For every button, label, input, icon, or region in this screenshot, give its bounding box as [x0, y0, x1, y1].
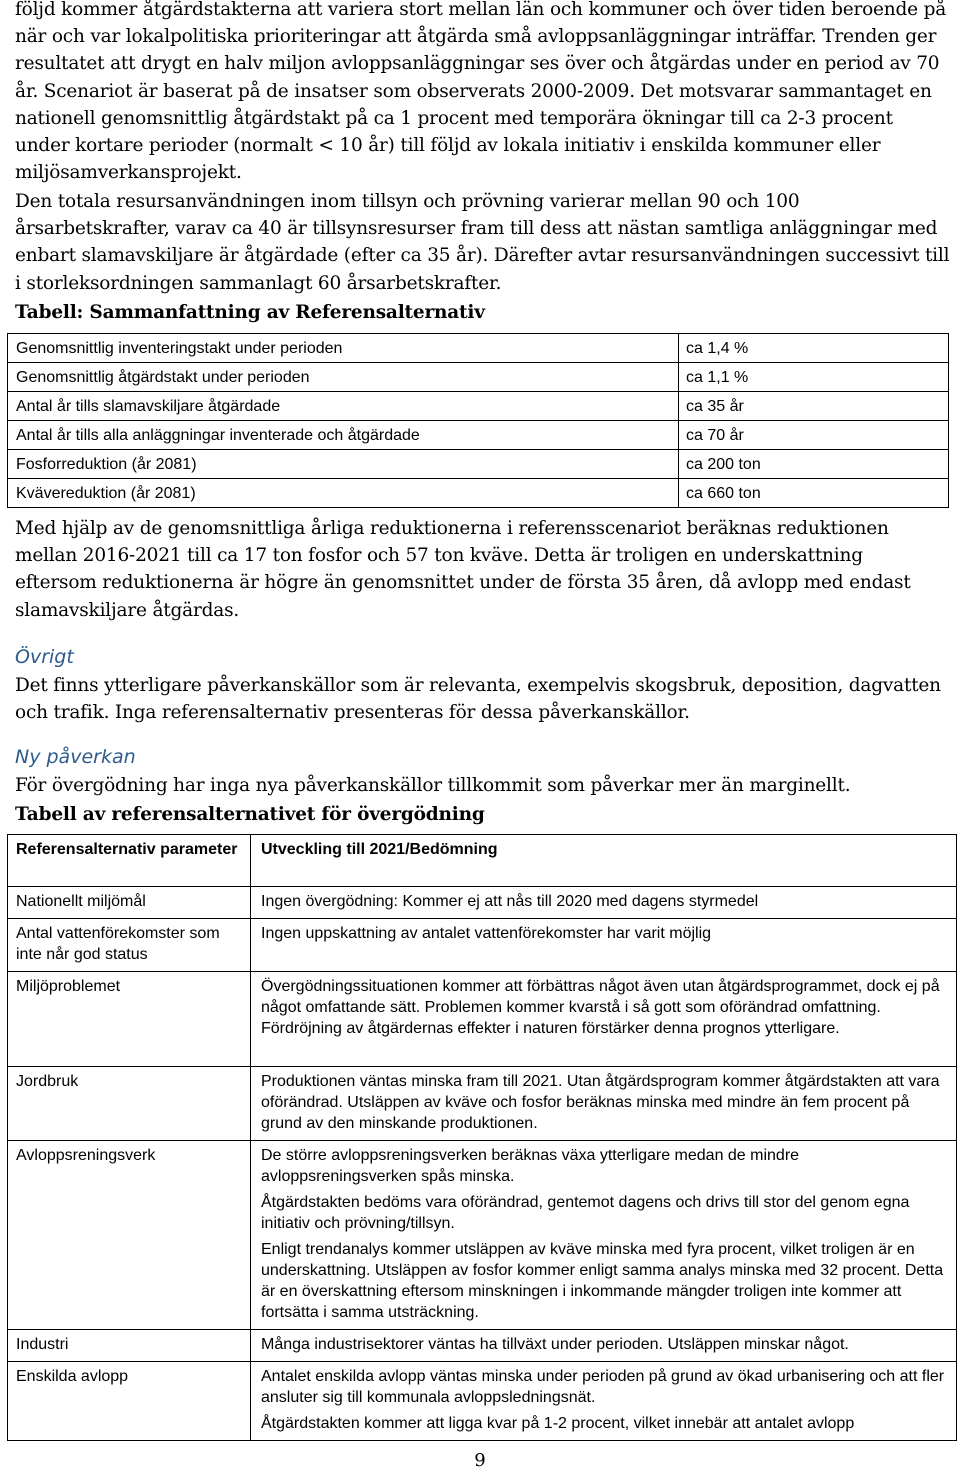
- table-cell-value: ca 70 år: [679, 421, 949, 450]
- page-number: 9: [474, 1450, 486, 1471]
- table-cell-label: Genomsnittlig inventeringstakt under perioden: [8, 334, 679, 363]
- table-row: [8, 1141, 957, 1330]
- ny-paverkan-heading: Ny påverkan: [15, 746, 136, 768]
- table-cell-label: Enskilda avlopp: [8, 1362, 251, 1441]
- table-row: [8, 972, 957, 1067]
- table-cell-value: Ingen uppskattning av antalet vattenförekomster har varit möjlig: [251, 919, 957, 972]
- table-cell-label: Miljöproblemet: [8, 972, 251, 1067]
- table-cell-paragraph: Antalet enskilda avlopp väntas minska under perioden på grund av ökad urbanisering och att fler ansluter sig till kommunala avloppsledningsnät.: [261, 1368, 945, 1406]
- table-row: [8, 1067, 957, 1141]
- table-row: [8, 1362, 957, 1441]
- table-cell-value: Övergödningssituationen kommer att förbättras något även utan åtgärdsprogrammet, dock ej på något omfattande sätt. Problemen kommer kvarstå i så gott som oförändrad omfattning. Fördröjning av åtgärdernas effekter i naturen förstärker denna prognos ytterligare.: [251, 972, 957, 1067]
- table-row: [8, 450, 949, 479]
- table-cell-label: Kvävereduktion (år 2081): [8, 479, 679, 508]
- table-cell-value: ca 660 ton: [679, 479, 949, 508]
- table-cell-label: Antal år tills alla anläggningar inventerade och åtgärdade: [8, 421, 679, 450]
- table2-title: Tabell av referensalternativet för övergödning: [15, 804, 485, 825]
- intro-paragraph-1: följd kommer åtgärdstakterna att variera stort mellan län och kommuner och över tiden beroende på när och var lokalpolitiska prioriteringar att åtgärda små avloppsanläggningar inträffar. Trenden ger resultatet att drygt en halv miljon avloppsanläggningar ses över och åtgärdas under en period av 70 år. Scenariot är baserat på de insatser som observerats 2000-2009. Det motsvarar sammantaget en nationell genomsnittlig åtgärdstakt på ca 1 procent med temporära ökningar till ca 2-3 procent under kortare perioder (normalt < 10 år) till följd av lokala initiativ i enskilda kommuner eller miljösamverkansprojekt.: [15, 0, 947, 184]
- table-row: [8, 363, 949, 392]
- table-cell-value: Ingen övergödning: Kommer ej att nås till 2020 med dagens styrmedel: [251, 887, 957, 919]
- summary-table: [7, 333, 949, 508]
- table-cell-label: Fosforreduktion (år 2081): [8, 450, 679, 479]
- table-row: [8, 479, 949, 508]
- table-row: [8, 919, 957, 972]
- table-cell-value: ca 200 ton: [679, 450, 949, 479]
- table-row: [8, 334, 949, 363]
- table-cell-label: Industri: [8, 1330, 251, 1362]
- table-cell-value: [251, 1362, 957, 1441]
- table-cell-value: Många industrisektorer väntas ha tillväxt under perioden. Utsläppen minskar något.: [251, 1330, 957, 1362]
- table-cell-paragraph: Enligt trendanalys kommer utsläppen av kväve minska med fyra procent, vilket troligen är en underskattning. Utsläppen av fosfor kommer enligt samma analys minska med 32 procent. Detta är en överskattning eftersom minskningen i inkommande mängder troligen inte kommer att fortsätta i samma utsträckning.: [261, 1241, 944, 1321]
- table-cell-label: Avloppsreningsverk: [8, 1141, 251, 1330]
- intro-paragraph-2: Den totala resursanvändningen inom tillsyn och prövning varierar mellan 90 och 100 årsarbetskrafter, varav ca 40 är tillsynsresurser fram till dess att nästan samtliga anläggningar med enbart slamavskiljare är åtgärdade (efter ca 35 år). Därefter avtar resursanvändningen successivt till i storleksordningen sammanlagt 60 årsarbetskrafter.: [15, 191, 950, 294]
- table-cell-value: [251, 1141, 957, 1330]
- table-cell-label: Antal vattenförekomster som inte når god status: [8, 919, 251, 972]
- ny-paverkan-paragraph: För övergödning har inga nya påverkanskällor tillkommit som påverkar mer än marginellt.: [15, 775, 851, 796]
- table-row: [8, 392, 949, 421]
- ovrigt-heading: Övrigt: [15, 646, 74, 668]
- table-cell-label: Genomsnittlig åtgärdstakt under perioden: [8, 363, 679, 392]
- reference-table: [7, 834, 957, 1441]
- table-cell-value: ca 1,4 %: [679, 334, 949, 363]
- table1-title: Tabell: Sammanfattning av Referensalternativ: [15, 302, 485, 323]
- table-cell-paragraph: Åtgärdstakten kommer att ligga kvar på 1-2 procent, vilket innebär att antalet avlopp: [261, 1415, 855, 1432]
- table-row: [8, 421, 949, 450]
- table-cell-value: ca 35 år: [679, 392, 949, 421]
- column-header-parameter: Referensalternativ parameter: [8, 835, 251, 887]
- table-cell-label: Antal år tills slamavskiljare åtgärdade: [8, 392, 679, 421]
- table-row: [8, 1330, 957, 1362]
- table-cell-label: Jordbruk: [8, 1067, 251, 1141]
- table-row: [8, 887, 957, 919]
- table-cell-paragraph: Åtgärdstakten bedöms vara oförändrad, gentemot dagens och drivs till stor del genom egna initiativ och prövning/tillsyn.: [261, 1194, 910, 1232]
- reduction-paragraph: Med hjälp av de genomsnittliga årliga reduktionerna i referensscenariot beräknas reduktionen mellan 2016-2021 till ca 17 ton fosfor och 57 ton kväve. Detta är troligen en underskattning eftersom reduktionerna är högre än genomsnittet under de första 35 åren, då avlopp med endast slamavskiljare åtgärdas.: [15, 518, 911, 621]
- table-header-row: [8, 835, 957, 887]
- column-header-assessment: Utveckling till 2021/Bedömning: [251, 835, 957, 887]
- ovrigt-paragraph: Det finns ytterligare påverkanskällor som är relevanta, exempelvis skogsbruk, deposition, dagvatten och trafik. Inga referensalternativ presenteras för dessa påverkanskällor.: [15, 675, 941, 724]
- table-cell-label: Nationellt miljömål: [8, 887, 251, 919]
- table-cell-value: Produktionen väntas minska fram till 2021. Utan åtgärdsprogram kommer åtgärdstakten att vara oförändrad. Utsläppen av kväve och fosfor beräknas minska med mindre än fem procent på grund av den minskande produktionen.: [251, 1067, 957, 1141]
- table-cell-value: ca 1,1 %: [679, 363, 949, 392]
- table-cell-paragraph: De större avloppsreningsverken beräknas växa ytterligare medan de mindre avloppsreningsverken spås minska.: [261, 1147, 800, 1185]
